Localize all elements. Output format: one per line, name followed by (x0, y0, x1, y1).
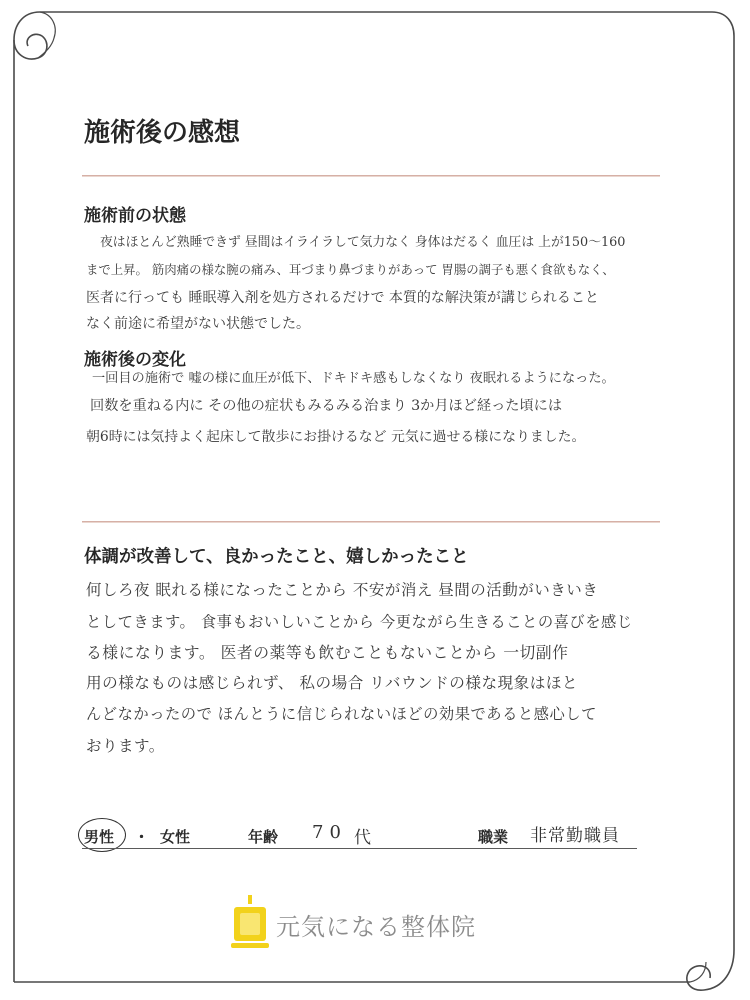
gender-male-label: 男性 (84, 828, 115, 846)
before-text-line: なく前途に希望がない状態でした。 (86, 316, 310, 332)
feelings-text-line: んどなかったので ほんとうに信じられないほどの効果であると感心して (86, 705, 597, 723)
feelings-text-line: る様になります。 医者の薬等も飲むこともないことから 一切副作 (86, 643, 569, 662)
feelings-heading: 体調が改善して、良かったこと、嬉しかったこと (84, 547, 469, 567)
before-heading: 施術前の状態 (84, 206, 186, 226)
before-text-line: 医者に行っても 睡眠導入剤を処方されるだけで 本質的な解決策が講じられること (86, 290, 599, 306)
clinic-logo-mark-icon (228, 895, 272, 951)
age-label: 年齢 (248, 828, 279, 846)
age-value: 70 (312, 822, 347, 843)
clinic-logo (228, 895, 528, 951)
feelings-text-line: としてきます。 食事もおいしいことから 今更ながら生きることの喜びを感じ (86, 613, 633, 631)
section-divider (82, 521, 660, 523)
gender-separator: ・ (134, 828, 150, 846)
page-title: 施術後の感想 (84, 118, 241, 148)
before-text-line: 夜はほとんど熟睡できず 昼間はイライラして気力なく 身体はだるく 血圧は 上が150〜160 (100, 235, 626, 250)
after-heading: 施術後の変化 (84, 350, 186, 370)
gender-female-label: 女性 (160, 828, 191, 846)
clinic-logo-text: 元気になる整体院 (276, 913, 476, 941)
job-label: 職業 (478, 828, 509, 846)
feelings-text-line: 用の様なものは感じられず、 私の場合 リバウンドの様な現象はほと (86, 674, 579, 692)
age-unit: 代 (354, 828, 371, 848)
after-text-line: 朝6時には気持よく起床して散歩にお掛けるなど 元気に過せる様になりました。 (86, 429, 586, 445)
feelings-text-line: おります。 (86, 737, 165, 755)
before-text-line: まで上昇。 筋肉痛の様な腕の痛み、耳づまり鼻づまりがあって 胃腸の調子も悪く食欲もなく、 (86, 262, 615, 277)
after-text-line: 一回目の施術で 嘘の様に血圧が低下、ドキドキ感もしなくなり 夜眠れるようになった。 (92, 371, 615, 386)
job-value: 非常勤職員 (530, 826, 620, 846)
profile-underline (82, 848, 637, 849)
feelings-text-line: 何しろ夜 眠れる様になったことから 不安が消え 昼間の活動がいきいき (86, 581, 599, 599)
title-divider (82, 175, 660, 177)
after-text-line: 回数を重ねる内に その他の症状もみるみる治まり 3か月ほど経った頃には (90, 398, 563, 414)
profile-row (82, 818, 642, 852)
